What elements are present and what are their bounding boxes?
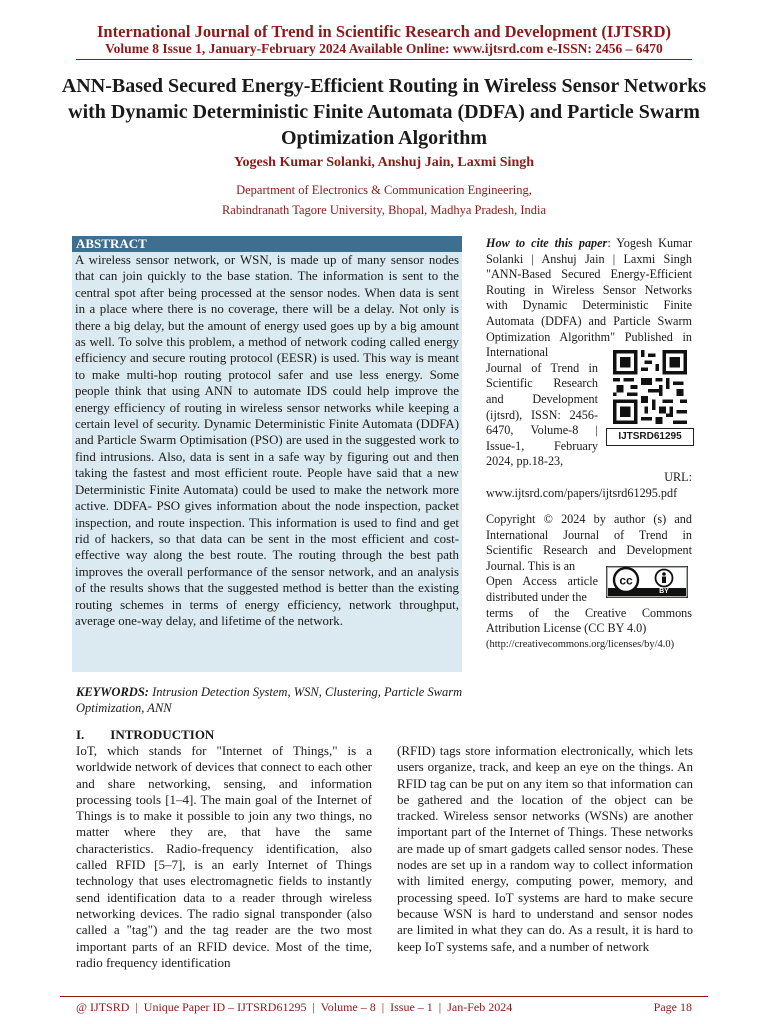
introduction-right-column: (RFID) tags store information electronically, which lets users organize, track, and keep an eye on the things. An RFID tag can be put on any item so that information can be gathered and the location of the object can be tracked. Wireless sensor networks (WSNs) are another important part of the Internet of Things. These networks are made up of smart gadgets called sensor nodes. These nodes are set up in a random way to collect information with limited energy, computing power, memory, and processing speed. IoT systems are hard to make secure because WSN is hard to understand and sensor nodes are limited in what they can do. As a result, it is hard to keep IoT systems safe, and a number of network: [397, 743, 693, 954]
footer-rule: [60, 996, 708, 997]
paper-authors: Yogesh Kumar Solanki, Anshuj Jain, Laxmi Singh: [233, 155, 535, 170]
abstract-box: [72, 236, 462, 672]
header-rule: [76, 59, 692, 60]
abstract-heading: ABSTRACT: [72, 236, 462, 252]
journal-name: International Journal of Trend in Scientific Research and Development (IJTSRD): [97, 22, 671, 41]
citation-url-label: URL:: [664, 469, 692, 484]
citation-text: : Yogesh Kumar Solanki | Anshuj Jain | Laxmi Singh "ANN-Based Secured Energy-Efficient Routing in Wireless Sensor Networks with Dynamic Deterministic Finite Automata (DDFA) and Particle Swarm Optimization Algorithm" Published in International: [486, 236, 693, 360]
qr-code-label: IJTSRD61295: [606, 428, 694, 446]
citation-label: How to cite this paper: [486, 236, 608, 250]
citation-url[interactable]: www.ijtsrd.com/papers/ijtsrd61295.pdf: [486, 485, 678, 500]
cc-by-icon: [606, 566, 688, 598]
qr-code-icon[interactable]: [613, 350, 687, 424]
copyright-tail: terms of the Creative Commons Attribution License (CC BY 4.0): [486, 605, 692, 636]
copyright-text: Copyright © 2024 by author (s) and International Journal of Trend in Scientific Research and Development Journal. This is an: [486, 512, 692, 573]
citation-narrow: Journal of Trend in Scientific Research and Development (ijtsrd), ISSN: 2456-6470, Volume-8 | Issue-1, February 2024, pp.18-23,: [486, 360, 598, 469]
qr-code-area: [606, 350, 694, 454]
keywords-label: KEYWORDS:: [76, 685, 149, 699]
footer-text: @ IJTSRD | Unique Paper ID – IJTSRD61295 | Volume – 8 | Issue – 1 | Jan-Feb 2024: [76, 1000, 513, 1014]
copyright-narrow: Open Access article distributed under the: [486, 574, 598, 604]
cc-badge-by-label: BY: [659, 588, 669, 595]
license-link[interactable]: (http://creativecommons.org/licenses/by/4.0): [486, 638, 675, 650]
page-number: Page 18: [653, 1000, 692, 1014]
introduction-left-column: IoT, which stands for "Internet of Things," is a worldwide network of devices that connect to each other and share networking, sensing, and information processing tools [1–4]. The main goal of the Internet of Things is to make it possible to join any two things, no matter where they are, that have the same characteristics. Radio-frequency identification, also called RFID [5–7], is an early Internet of Things technology that uses electromagnetic fields to instantly send identification data to a reader through wireless networking devices. The radio signal transponder (also called a "tag") and the tag reader are the two most important parts of an RFID device. Most of the time, radio frequency identification: [76, 743, 372, 970]
cc-by-license-badge[interactable]: [606, 566, 688, 598]
paper-title: ANN-Based Secured Energy-Efficient Routing in Wireless Sensor Networks with Dynamic Deterministic Finite Automata (DDFA) and Particle Swarm Optimization Algorithm: [61, 75, 707, 149]
affiliation-line-2: Rabindranath Tagore University, Bhopal, Madhya Pradesh, India: [221, 203, 547, 217]
paper-affiliation: [0, 180, 768, 220]
keywords: [76, 684, 468, 716]
affiliation-line-1: Department of Electronics & Communication Engineering,: [236, 183, 532, 197]
svg-text:cc: cc: [619, 573, 633, 588]
page-footer: [76, 1000, 692, 1015]
section-heading-introduction: I. INTRODUCTION: [76, 727, 215, 742]
keywords-text: Intrusion Detection System, WSN, Clustering, Particle Swarm Optimization, ANN: [76, 685, 463, 715]
abstract-text: A wireless sensor network, or WSN, is made up of many sensor nodes that can join quickly to the base station. The information is sent to the central spot after being processed at the sensor nodes. When data is sent in a place where there is no coverage, there will be a delay. Not only is there a big delay, but the amount of energy used goes up by a big amount as well. To solve this problem, a method of network coding called energy efficiency and secure routing protocol (EESR) is used. This way is meant to make multi-hop routing protocol safer and use less energy. Some people think that using ANN to automate IDS could help improve the energy efficiency of routing in wireless sensor networks while keeping a certain level of security. Dynamic Deterministic Finite Automata (DDFA) and Particle Swarm Optimisation (PSO) are used in the suggested work to find intrusions. Also, data is sent in a safe way by figuring out and then taking the fastest and most efficient route. People have said that a new Deterministic Finite Automata) could be used to make the network more active. DDFA- PSO gives information about the node inspection, packet inspection, and route inspection. This information is used to find and get rid of hackers, so that data can be sent in the most efficient and cost-effective way along the best route. The routing through the best path improves the overall performance of the sensor network, and an analysis of the results shows that the suggested method is better than the existing routing schemes in terms of energy efficiency, network throughput, average one-way delay, and lifetime of the network.: [75, 253, 459, 628]
journal-issue-line: Volume 8 Issue 1, January-February 2024 Available Online: www.ijtsrd.com e-ISSN: 2456 – 6470: [105, 41, 663, 56]
